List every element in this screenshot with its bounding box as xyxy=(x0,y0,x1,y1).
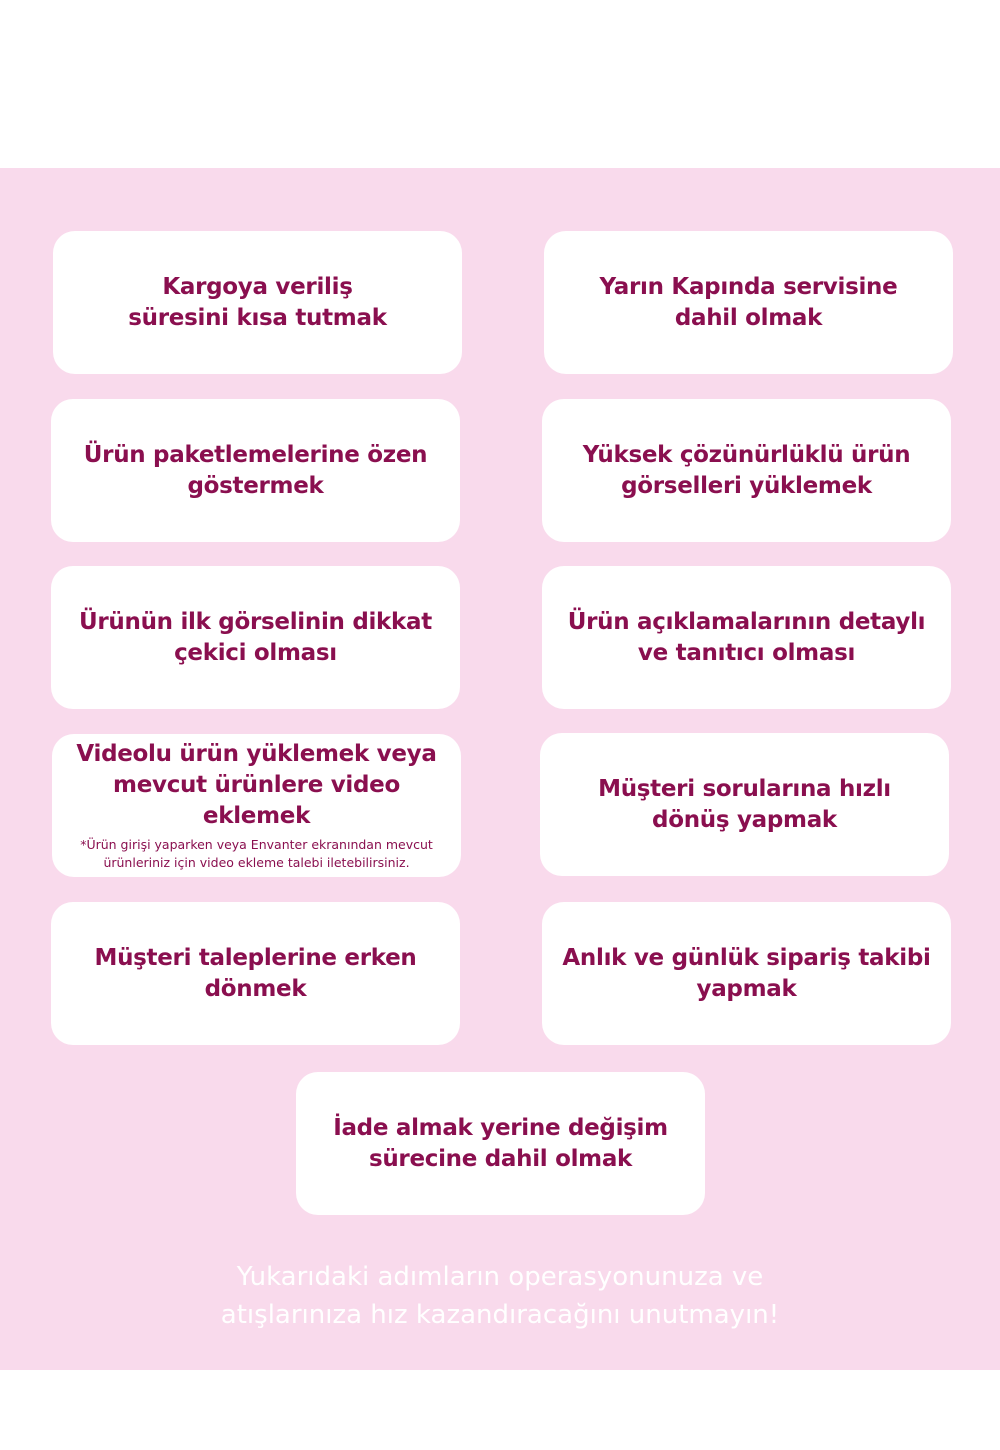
tip-card-next-day-delivery xyxy=(544,231,953,374)
tip-card-video-upload xyxy=(52,734,461,877)
tip-card-high-resolution-images xyxy=(542,399,951,542)
tip-card-title: Ürün açıklamalarının detaylı ve tanıtıcı olması xyxy=(567,608,926,666)
tip-card-note: *Ürün girişi yaparken veya Envanter ekranından mevcut ürünleriniz için video ekleme talebi iletebilirsiniz. xyxy=(80,837,433,870)
tip-card-customer-requests xyxy=(51,902,460,1045)
tip-card-title: Ürünün ilk görselinin dikkat çekici olması xyxy=(79,608,432,666)
tip-card-title: Kargoya veriliş süresini kısa tutmak xyxy=(128,273,387,331)
tip-card-title: Müşteri sorularına hızlı dönüş yapmak xyxy=(598,775,891,833)
tip-card-exchange-process xyxy=(296,1072,705,1215)
tip-card-title: Müşteri taleplerine erken dönmek xyxy=(94,944,417,1002)
tip-card-order-tracking xyxy=(542,902,951,1045)
tip-card-title: İade almak yerine değişim sürecine dahil olmak xyxy=(333,1114,668,1172)
bottom-blank-area xyxy=(0,1370,1000,1450)
tip-card-title: Ürün paketlemelerine özen göstermek xyxy=(83,441,428,499)
tip-card-first-image xyxy=(51,566,460,709)
tip-card-title: Anlık ve günlük sipariş takibi yapmak xyxy=(562,944,931,1002)
tip-card-packaging xyxy=(51,399,460,542)
tip-card-shipping-time xyxy=(53,231,462,374)
tip-card-title: Yüksek çözünürlüklü ürün görselleri yüklemek xyxy=(582,441,911,499)
tip-card-title: Yarın Kapında servisine dahil olmak xyxy=(599,273,898,331)
tip-card-title: Videolu ürün yüklemek veya mevcut ürünlere video eklemek xyxy=(76,741,437,829)
footer-reminder-text: Yukarıdaki adımların operasyonunuza ve atışlarınıza hız kazandıracağını unutmayın! xyxy=(220,1262,780,1330)
tip-card-customer-questions xyxy=(540,733,949,876)
top-blank-area xyxy=(0,0,1000,168)
tip-card-product-description xyxy=(542,566,951,709)
